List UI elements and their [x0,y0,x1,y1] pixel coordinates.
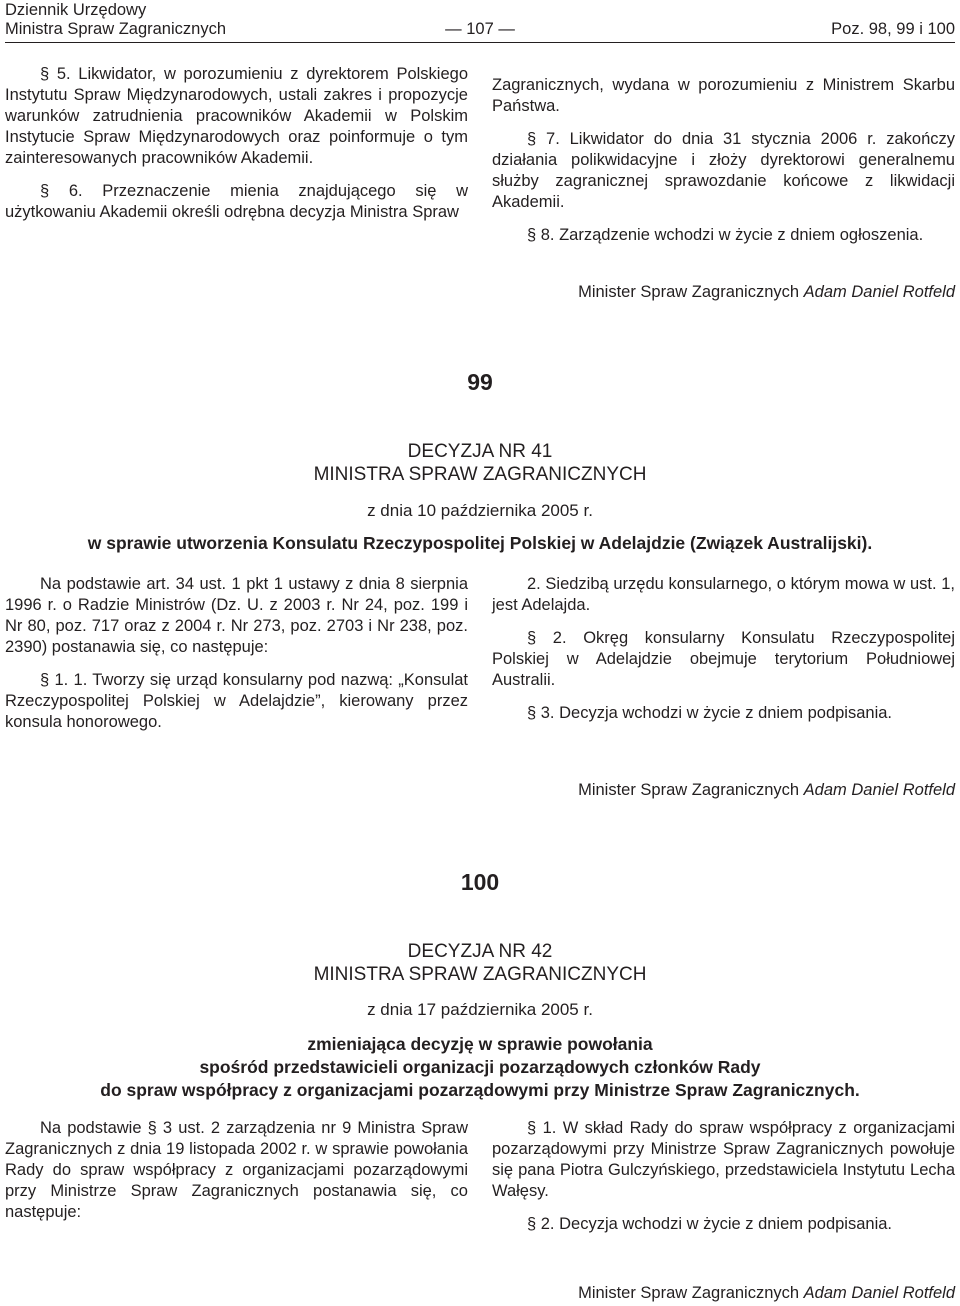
doc100-subject-line3: do spraw współpracy z organizacjami pozarządowymi przy Ministrze Spraw Zagranicznych. [100,1080,860,1100]
doc99-preamble: Na podstawie art. 34 ust. 1 pkt 1 ustawy z dnia 8 sierpnia 1996 r. o Radzie Ministrów (Dz. U. z 2003 r. Nr 24, poz. 199 i Nr 80, poz. 717 oraz z 2004 r. Nr 273, poz. 2703 i Nr 238, poz. 2390) postanawia się, co następuje: [5,575,468,656]
page-number: — 107 — [445,20,515,38]
doc100-preamble: Na podstawie § 3 ust. 2 zarządzenia nr 9 Ministra Spraw Zagranicznych z dnia 19 listopada 2002 r. w sprawie powołania Rady do spraw współpracy z organizacjami pozarządowymi przy Ministrze Spraw Zagranicznych postanawia się, co następuje: [5,1119,468,1221]
doc99-signature [578,780,955,801]
signature-role: Minister Spraw Zagranicznych [578,1284,800,1302]
journal-title: Dziennik Urzędowy [5,1,147,19]
doc99-paragraph-1: § 1. 1. Tworzy się urząd konsularny pod nazwą: „Konsulat Rzeczypospolitej Polskiej w Adelajdzie”, kierowany przez konsula honorowego. [5,671,468,731]
doc100-subject-line2: spośród przedstawicieli organizacji pozarządowych członków Rady [199,1057,761,1077]
running-header [5,19,955,41]
doc98-paragraph-7: § 7. Likwidator do dnia 31 stycznia 2006 r. zakończy działania polikwidacyjne i złoży dyrektorowi generalnemu służby zagranicznej sprawozdanie końcowe z likwidacji Akademii. [492,130,955,211]
doc98-paragraph-6: § 6. Przeznaczenie mienia znajdującego się w użytkowaniu Akademii określi odrębna decyzja Ministra Spraw [5,182,468,221]
doc99-paragraph-2: § 2. Okręg konsularny Konsulatu Rzeczypospolitej Polskiej w Adelajdzie obejmuje terytorium Południowej Australii. [492,629,955,689]
doc99-position-number: 99 [467,369,493,395]
doc98-left-column [5,64,468,223]
signature-role: Minister Spraw Zagranicznych [578,283,800,301]
doc100-title-line1: DECYZJA NR 42 [407,941,553,962]
doc100-paragraph-2: § 2. Decyzja wchodzi w życie z dniem podpisania. [527,1215,893,1233]
signature-name: Adam Daniel Rotfeld [803,1284,955,1302]
doc100-paragraph-1: § 1. W skład Rady do spraw współpracy z organizacjami pozarządowymi przy Ministrze Spraw Zagranicznych powołuje się pana Piotra Gulczyńskiego, przedstawiciela Instytutu Lecha Wałęsy. [492,1119,955,1200]
doc99-left-column [5,574,468,733]
doc100-subject-line1: zmieniająca decyzję w sprawie powołania [307,1034,653,1054]
doc99-title-line2: MINISTRA SPRAW ZAGRANICZNYCH [313,464,647,485]
doc100-subject [5,1033,955,1102]
header-rule [5,42,955,43]
doc100-signature [578,1283,955,1304]
doc98-paragraph-8: § 8. Zarządzenie wchodzi w życie z dniem ogłoszenia. [527,226,924,244]
doc100-right-column [492,1118,955,1235]
signature-name: Adam Daniel Rotfeld [803,283,955,301]
doc99-paragraph-3: § 3. Decyzja wchodzi w życie z dniem podpisania. [527,704,893,722]
doc99-paragraph-1-2: 2. Siedzibą urzędu konsularnego, o którym mowa w ust. 1, jest Adelajda. [492,575,955,614]
doc100-position-number: 100 [460,869,500,895]
doc100-left-column [5,1118,468,1223]
doc98-paragraph-6-continued: Zagranicznych, wydana w porozumieniu z Ministrem Skarbu Państwa. [492,76,955,115]
doc98-paragraph-5: § 5. Likwidator, w porozumieniu z dyrektorem Polskiego Instytutu Spraw Międzynarodowych, ustali zakres i propozycje warunków zatrudnienia pracowników Akademii w Polskim Instytucie Spraw Międzynarodowych oraz poinformuje o tym zainteresowanych pracowników Akademii. [5,65,468,167]
signature-role: Minister Spraw Zagranicznych [578,781,800,799]
doc99-date: z dnia 10 października 2005 r. [367,501,593,520]
doc98-signature [578,282,955,303]
signature-name: Adam Daniel Rotfeld [803,781,955,799]
doc99-subject: w sprawie utworzenia Konsulatu Rzeczypospolitej Polskiej w Adelajdzie (Związek Australijski). [87,533,873,553]
doc99-title [5,440,955,486]
doc99-title-line1: DECYZJA NR 41 [407,441,553,462]
position-numbers: Poz. 98, 99 i 100 [831,20,955,38]
doc99-right-column [492,574,955,724]
doc98-right-column [492,75,955,246]
doc100-title-line2: MINISTRA SPRAW ZAGRANICZNYCH [313,964,647,985]
ministry-name: Ministra Spraw Zagranicznych [5,20,226,38]
doc100-date: z dnia 17 października 2005 r. [367,1000,593,1019]
doc100-title [5,940,955,986]
